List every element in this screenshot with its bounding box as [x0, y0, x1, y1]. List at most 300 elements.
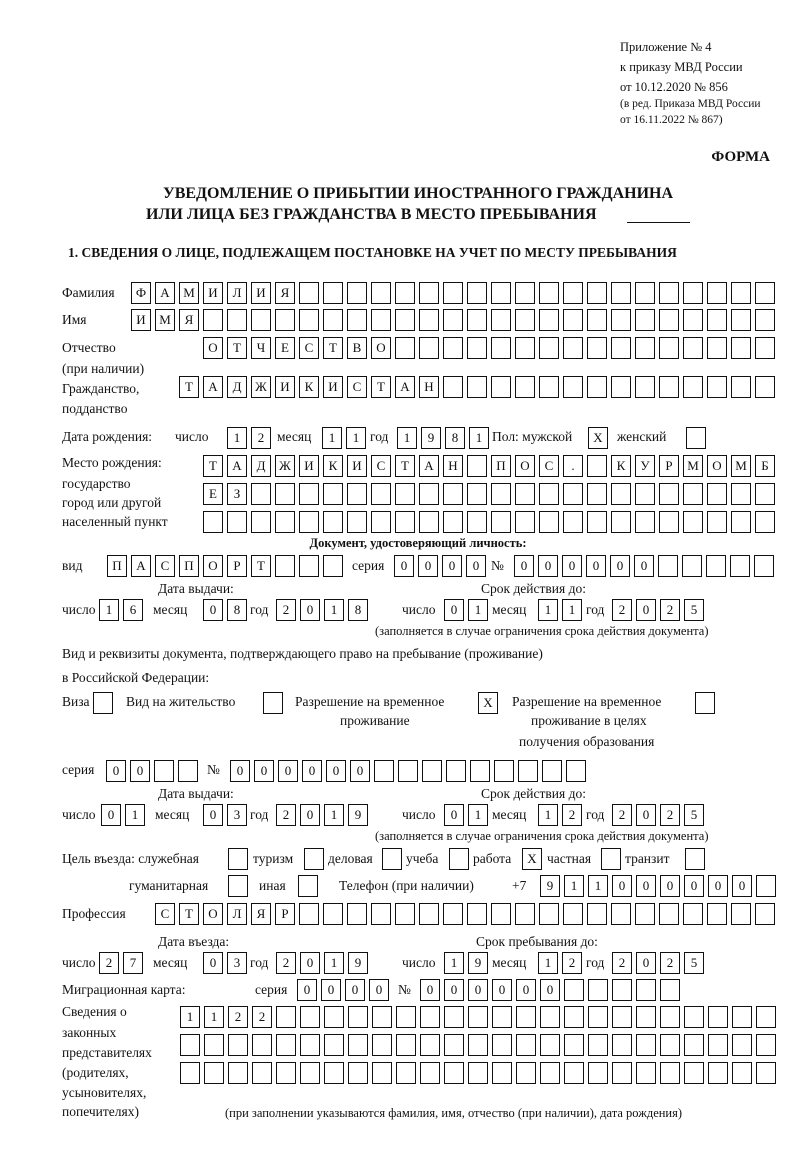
char-cell[interactable]: И [131, 309, 151, 331]
char-cell[interactable]: 0 [321, 979, 341, 1001]
char-cell[interactable] [323, 282, 343, 304]
char-cell[interactable]: Л [227, 903, 247, 925]
char-cell[interactable] [588, 1062, 608, 1084]
checkbox-cell[interactable] [228, 875, 248, 897]
char-cell[interactable] [708, 1006, 728, 1028]
char-cell[interactable]: 1 [324, 599, 344, 621]
char-cell[interactable] [587, 483, 607, 505]
char-cell[interactable]: 8 [348, 599, 368, 621]
char-cell[interactable]: 0 [636, 804, 656, 826]
char-cell[interactable]: 0 [562, 555, 582, 577]
char-cell[interactable]: Т [179, 903, 199, 925]
char-cell[interactable] [683, 309, 703, 331]
char-cell[interactable] [660, 1062, 680, 1084]
char-cell[interactable]: 0 [636, 875, 656, 897]
char-cell[interactable] [611, 309, 631, 331]
char-cell[interactable]: . [563, 455, 583, 477]
char-cell[interactable]: Ж [275, 455, 295, 477]
char-cell[interactable]: 0 [394, 555, 414, 577]
char-cell[interactable]: Д [251, 455, 271, 477]
char-cell[interactable] [204, 1034, 224, 1056]
char-cell[interactable] [443, 282, 463, 304]
char-cell[interactable] [587, 337, 607, 359]
char-cell[interactable]: С [155, 555, 175, 577]
char-cell[interactable] [492, 1034, 512, 1056]
char-cell[interactable]: К [611, 455, 631, 477]
char-cell[interactable] [707, 282, 727, 304]
char-cell[interactable] [348, 1006, 368, 1028]
char-cell[interactable] [371, 511, 391, 533]
char-cell[interactable] [420, 1062, 440, 1084]
char-cell[interactable]: 1 [397, 427, 417, 449]
char-cell[interactable]: 0 [444, 599, 464, 621]
char-cell[interactable]: 0 [442, 555, 462, 577]
char-cell[interactable]: С [299, 337, 319, 359]
char-cell[interactable] [611, 903, 631, 925]
char-cell[interactable] [467, 282, 487, 304]
char-cell[interactable]: И [203, 282, 223, 304]
char-cell[interactable]: 2 [276, 952, 296, 974]
char-cell[interactable]: С [347, 376, 367, 398]
char-cell[interactable]: 1 [322, 427, 342, 449]
char-cell[interactable] [395, 309, 415, 331]
char-cell[interactable]: 0 [230, 760, 250, 782]
char-cell[interactable]: 0 [101, 804, 121, 826]
char-cell[interactable] [275, 483, 295, 505]
char-cell[interactable] [707, 483, 727, 505]
char-cell[interactable]: 0 [636, 952, 656, 974]
char-cell[interactable] [491, 337, 511, 359]
char-cell[interactable]: Р [659, 455, 679, 477]
char-cell[interactable]: Я [179, 309, 199, 331]
char-cell[interactable]: И [299, 455, 319, 477]
char-cell[interactable] [635, 337, 655, 359]
char-cell[interactable] [371, 282, 391, 304]
char-cell[interactable] [227, 309, 247, 331]
char-cell[interactable] [180, 1034, 200, 1056]
char-cell[interactable]: 0 [492, 979, 512, 1001]
char-cell[interactable]: И [347, 455, 367, 477]
char-cell[interactable]: 2 [660, 804, 680, 826]
char-cell[interactable]: 0 [300, 599, 320, 621]
char-cell[interactable]: М [683, 455, 703, 477]
char-cell[interactable]: 1 [538, 952, 558, 974]
char-cell[interactable] [467, 376, 487, 398]
char-cell[interactable]: А [203, 376, 223, 398]
char-cell[interactable] [660, 979, 680, 1001]
char-cell[interactable] [611, 483, 631, 505]
char-cell[interactable] [731, 376, 751, 398]
char-cell[interactable] [494, 760, 514, 782]
char-cell[interactable]: 0 [203, 599, 223, 621]
char-cell[interactable] [491, 511, 511, 533]
char-cell[interactable] [395, 903, 415, 925]
char-cell[interactable]: Т [323, 337, 343, 359]
char-cell[interactable]: 0 [130, 760, 150, 782]
char-cell[interactable] [636, 1034, 656, 1056]
char-cell[interactable]: Н [443, 455, 463, 477]
char-cell[interactable]: 1 [588, 875, 608, 897]
char-cell[interactable]: 7 [123, 952, 143, 974]
char-cell[interactable] [347, 903, 367, 925]
char-cell[interactable] [468, 1034, 488, 1056]
char-cell[interactable]: 1 [227, 427, 247, 449]
char-cell[interactable] [587, 455, 607, 477]
char-cell[interactable] [347, 309, 367, 331]
char-cell[interactable] [515, 337, 535, 359]
char-cell[interactable]: 0 [369, 979, 389, 1001]
char-cell[interactable]: 2 [562, 952, 582, 974]
char-cell[interactable]: Р [275, 903, 295, 925]
char-cell[interactable] [587, 376, 607, 398]
char-cell[interactable] [731, 337, 751, 359]
char-cell[interactable] [178, 760, 198, 782]
char-cell[interactable] [492, 1006, 512, 1028]
char-cell[interactable] [611, 282, 631, 304]
char-cell[interactable]: И [323, 376, 343, 398]
char-cell[interactable]: 0 [540, 979, 560, 1001]
char-cell[interactable]: 2 [252, 1006, 272, 1028]
char-cell[interactable]: Ф [131, 282, 151, 304]
char-cell[interactable]: 0 [444, 979, 464, 1001]
char-cell[interactable] [659, 903, 679, 925]
char-cell[interactable] [707, 376, 727, 398]
char-cell[interactable] [755, 309, 775, 331]
char-cell[interactable] [324, 1062, 344, 1084]
char-cell[interactable]: 2 [660, 599, 680, 621]
char-cell[interactable]: 1 [564, 875, 584, 897]
char-cell[interactable] [518, 760, 538, 782]
char-cell[interactable]: 9 [540, 875, 560, 897]
char-cell[interactable] [731, 483, 751, 505]
char-cell[interactable] [612, 1062, 632, 1084]
char-cell[interactable] [542, 760, 562, 782]
char-cell[interactable] [564, 1034, 584, 1056]
char-cell[interactable] [684, 1006, 704, 1028]
char-cell[interactable]: Д [227, 376, 247, 398]
char-cell[interactable] [275, 555, 295, 577]
char-cell[interactable]: 0 [326, 760, 346, 782]
checkbox-cell[interactable]: X [522, 848, 542, 870]
char-cell[interactable]: К [323, 455, 343, 477]
char-cell[interactable]: Ж [251, 376, 271, 398]
char-cell[interactable]: С [539, 455, 559, 477]
char-cell[interactable] [347, 282, 367, 304]
char-cell[interactable]: 0 [297, 979, 317, 1001]
char-cell[interactable] [251, 483, 271, 505]
char-cell[interactable]: 0 [612, 875, 632, 897]
char-cell[interactable] [299, 903, 319, 925]
char-cell[interactable]: О [371, 337, 391, 359]
char-cell[interactable]: 2 [251, 427, 271, 449]
char-cell[interactable] [539, 903, 559, 925]
char-cell[interactable] [539, 511, 559, 533]
char-cell[interactable] [539, 282, 559, 304]
char-cell[interactable] [372, 1006, 392, 1028]
char-cell[interactable] [395, 282, 415, 304]
char-cell[interactable]: 1 [324, 952, 344, 974]
char-cell[interactable] [467, 309, 487, 331]
char-cell[interactable] [275, 511, 295, 533]
char-cell[interactable]: 0 [302, 760, 322, 782]
char-cell[interactable] [395, 337, 415, 359]
char-cell[interactable]: 3 [227, 804, 247, 826]
char-cell[interactable]: 1 [324, 804, 344, 826]
char-cell[interactable] [755, 511, 775, 533]
char-cell[interactable] [347, 511, 367, 533]
char-cell[interactable]: 1 [538, 599, 558, 621]
char-cell[interactable] [419, 511, 439, 533]
char-cell[interactable]: 0 [300, 804, 320, 826]
char-cell[interactable]: 0 [610, 555, 630, 577]
char-cell[interactable] [540, 1006, 560, 1028]
char-cell[interactable]: А [419, 455, 439, 477]
char-cell[interactable]: 0 [732, 875, 752, 897]
char-cell[interactable] [323, 555, 343, 577]
char-cell[interactable]: А [227, 455, 247, 477]
char-cell[interactable] [754, 555, 774, 577]
char-cell[interactable]: 1 [99, 599, 119, 621]
char-cell[interactable]: Я [251, 903, 271, 925]
char-cell[interactable] [707, 903, 727, 925]
char-cell[interactable]: П [491, 455, 511, 477]
char-cell[interactable]: Б [755, 455, 775, 477]
char-cell[interactable] [731, 282, 751, 304]
char-cell[interactable]: 0 [350, 760, 370, 782]
char-cell[interactable]: Е [203, 483, 223, 505]
char-cell[interactable]: 9 [348, 952, 368, 974]
checkbox-cell[interactable] [449, 848, 469, 870]
char-cell[interactable]: 2 [276, 599, 296, 621]
char-cell[interactable]: 5 [684, 952, 704, 974]
char-cell[interactable]: 8 [445, 427, 465, 449]
checkbox-cell[interactable] [304, 848, 324, 870]
char-cell[interactable] [539, 309, 559, 331]
char-cell[interactable]: 8 [227, 599, 247, 621]
char-cell[interactable] [707, 309, 727, 331]
char-cell[interactable]: 1 [538, 804, 558, 826]
char-cell[interactable] [372, 1034, 392, 1056]
char-cell[interactable]: Ч [251, 337, 271, 359]
char-cell[interactable] [180, 1062, 200, 1084]
char-cell[interactable]: Т [371, 376, 391, 398]
char-cell[interactable] [467, 511, 487, 533]
checkbox-cell[interactable] [382, 848, 402, 870]
char-cell[interactable] [422, 760, 442, 782]
char-cell[interactable] [588, 1034, 608, 1056]
char-cell[interactable] [467, 337, 487, 359]
char-cell[interactable] [612, 979, 632, 1001]
char-cell[interactable]: 5 [684, 599, 704, 621]
char-cell[interactable] [515, 376, 535, 398]
char-cell[interactable] [491, 282, 511, 304]
char-cell[interactable]: П [179, 555, 199, 577]
stay-place-blank[interactable] [627, 222, 690, 223]
char-cell[interactable]: М [179, 282, 199, 304]
char-cell[interactable] [300, 1006, 320, 1028]
char-cell[interactable]: М [731, 455, 751, 477]
checkbox-cell[interactable] [695, 692, 715, 714]
char-cell[interactable] [611, 511, 631, 533]
char-cell[interactable]: 2 [276, 804, 296, 826]
char-cell[interactable] [635, 282, 655, 304]
char-cell[interactable] [708, 1062, 728, 1084]
char-cell[interactable]: 1 [444, 952, 464, 974]
char-cell[interactable] [755, 483, 775, 505]
char-cell[interactable] [252, 1062, 272, 1084]
char-cell[interactable] [443, 309, 463, 331]
char-cell[interactable] [660, 1034, 680, 1056]
char-cell[interactable] [203, 309, 223, 331]
char-cell[interactable] [587, 903, 607, 925]
char-cell[interactable] [420, 1034, 440, 1056]
char-cell[interactable] [539, 337, 559, 359]
checkbox-cell[interactable]: X [588, 427, 608, 449]
char-cell[interactable]: 6 [123, 599, 143, 621]
char-cell[interactable] [371, 483, 391, 505]
char-cell[interactable] [491, 309, 511, 331]
char-cell[interactable]: 2 [99, 952, 119, 974]
char-cell[interactable]: Л [227, 282, 247, 304]
char-cell[interactable]: 5 [684, 804, 704, 826]
char-cell[interactable]: 1 [468, 599, 488, 621]
char-cell[interactable] [227, 511, 247, 533]
char-cell[interactable]: И [275, 376, 295, 398]
char-cell[interactable] [324, 1006, 344, 1028]
char-cell[interactable] [659, 483, 679, 505]
char-cell[interactable] [635, 376, 655, 398]
char-cell[interactable]: 0 [636, 599, 656, 621]
char-cell[interactable] [707, 337, 727, 359]
char-cell[interactable]: 1 [125, 804, 145, 826]
char-cell[interactable] [371, 309, 391, 331]
char-cell[interactable]: 2 [562, 804, 582, 826]
char-cell[interactable]: А [131, 555, 151, 577]
char-cell[interactable] [374, 760, 394, 782]
char-cell[interactable] [756, 1034, 776, 1056]
char-cell[interactable]: С [371, 455, 391, 477]
checkbox-cell[interactable] [228, 848, 248, 870]
checkbox-cell[interactable] [685, 848, 705, 870]
char-cell[interactable] [300, 1034, 320, 1056]
checkbox-cell[interactable] [298, 875, 318, 897]
char-cell[interactable] [443, 511, 463, 533]
char-cell[interactable]: Р [227, 555, 247, 577]
char-cell[interactable] [659, 309, 679, 331]
char-cell[interactable]: 1 [468, 804, 488, 826]
char-cell[interactable]: Т [251, 555, 271, 577]
char-cell[interactable]: К [299, 376, 319, 398]
char-cell[interactable]: 0 [514, 555, 534, 577]
char-cell[interactable] [516, 1034, 536, 1056]
char-cell[interactable] [372, 1062, 392, 1084]
char-cell[interactable] [756, 1006, 776, 1028]
char-cell[interactable] [491, 376, 511, 398]
char-cell[interactable] [299, 483, 319, 505]
char-cell[interactable] [299, 511, 319, 533]
char-cell[interactable] [468, 1062, 488, 1084]
char-cell[interactable]: С [155, 903, 175, 925]
char-cell[interactable] [419, 309, 439, 331]
char-cell[interactable] [252, 1034, 272, 1056]
char-cell[interactable] [563, 282, 583, 304]
char-cell[interactable] [348, 1034, 368, 1056]
char-cell[interactable] [228, 1062, 248, 1084]
char-cell[interactable] [154, 760, 174, 782]
char-cell[interactable] [683, 337, 703, 359]
char-cell[interactable] [395, 511, 415, 533]
char-cell[interactable]: Е [275, 337, 295, 359]
char-cell[interactable] [276, 1034, 296, 1056]
char-cell[interactable] [588, 1006, 608, 1028]
char-cell[interactable] [756, 875, 776, 897]
char-cell[interactable]: И [251, 282, 271, 304]
char-cell[interactable] [588, 979, 608, 1001]
char-cell[interactable] [683, 376, 703, 398]
char-cell[interactable]: 2 [660, 952, 680, 974]
char-cell[interactable] [635, 511, 655, 533]
char-cell[interactable] [732, 1006, 752, 1028]
char-cell[interactable]: О [203, 555, 223, 577]
char-cell[interactable] [635, 903, 655, 925]
char-cell[interactable] [491, 483, 511, 505]
char-cell[interactable] [443, 903, 463, 925]
char-cell[interactable] [323, 511, 343, 533]
checkbox-cell[interactable]: X [478, 692, 498, 714]
char-cell[interactable]: 1 [562, 599, 582, 621]
char-cell[interactable] [684, 1034, 704, 1056]
char-cell[interactable] [443, 483, 463, 505]
char-cell[interactable]: 3 [227, 952, 247, 974]
char-cell[interactable] [612, 1006, 632, 1028]
char-cell[interactable] [443, 376, 463, 398]
char-cell[interactable]: Н [419, 376, 439, 398]
char-cell[interactable] [398, 760, 418, 782]
char-cell[interactable] [708, 1034, 728, 1056]
char-cell[interactable]: 0 [254, 760, 274, 782]
char-cell[interactable]: 2 [612, 952, 632, 974]
char-cell[interactable]: 0 [203, 952, 223, 974]
char-cell[interactable]: 9 [348, 804, 368, 826]
char-cell[interactable] [419, 337, 439, 359]
char-cell[interactable]: В [347, 337, 367, 359]
char-cell[interactable] [731, 309, 751, 331]
char-cell[interactable] [419, 483, 439, 505]
char-cell[interactable]: О [707, 455, 727, 477]
char-cell[interactable]: 0 [634, 555, 654, 577]
char-cell[interactable] [348, 1062, 368, 1084]
char-cell[interactable] [732, 1034, 752, 1056]
char-cell[interactable]: 0 [708, 875, 728, 897]
checkbox-cell[interactable] [601, 848, 621, 870]
char-cell[interactable] [396, 1034, 416, 1056]
char-cell[interactable] [276, 1006, 296, 1028]
char-cell[interactable] [444, 1006, 464, 1028]
checkbox-cell[interactable] [93, 692, 113, 714]
char-cell[interactable]: 0 [684, 875, 704, 897]
char-cell[interactable] [730, 555, 750, 577]
char-cell[interactable] [683, 511, 703, 533]
char-cell[interactable] [300, 1062, 320, 1084]
char-cell[interactable] [684, 1062, 704, 1084]
char-cell[interactable] [443, 337, 463, 359]
char-cell[interactable]: З [227, 483, 247, 505]
char-cell[interactable]: 2 [612, 599, 632, 621]
char-cell[interactable] [467, 455, 487, 477]
char-cell[interactable] [755, 337, 775, 359]
char-cell[interactable] [566, 760, 586, 782]
char-cell[interactable] [396, 1062, 416, 1084]
